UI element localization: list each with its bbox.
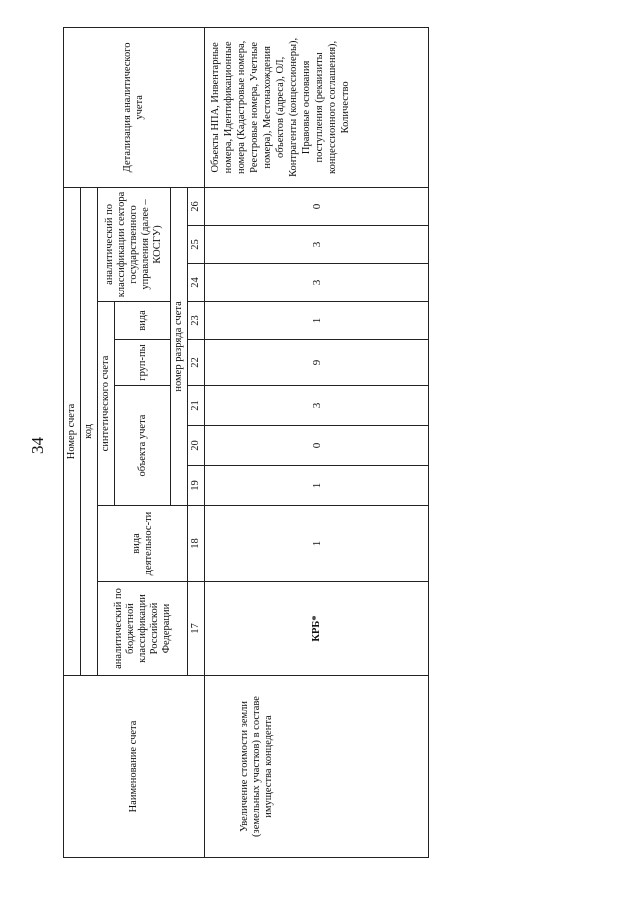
header-kind: вида [115, 302, 171, 340]
row-value: 1 [205, 506, 429, 582]
col-number: 21 [188, 386, 205, 426]
header-synthetic: синтетического счета [98, 302, 115, 506]
header-account-object: объекта учета [115, 386, 171, 506]
col-number: 18 [188, 506, 205, 582]
row-value: 1 [205, 466, 429, 506]
col-number: 17 [188, 582, 205, 676]
col-number: 19 [188, 466, 205, 506]
row-value: 9 [205, 340, 429, 386]
header-code: код [81, 187, 98, 675]
row-value: 3 [205, 386, 429, 426]
col-number: 25 [188, 226, 205, 264]
header-digit-number: номер разряда счета [171, 187, 188, 505]
header-account-name: Наименование счета [64, 676, 205, 858]
row-account-name: Увеличение стоимости земли (земельных участков) в составе имущества концедента [205, 676, 429, 858]
page-number: 34 [28, 437, 47, 454]
rotated-table-container [63, 28, 581, 858]
header-group: груп-пы [115, 340, 171, 386]
col-number: 26 [188, 187, 205, 225]
row-value: 0 [205, 187, 429, 225]
col-number: 20 [188, 426, 205, 466]
row-value: 1 [205, 302, 429, 340]
header-analytic-budget: аналитический по бюджетной классификации Российской Федерации [98, 582, 188, 676]
col-number: 22 [188, 340, 205, 386]
row-krb: КРБ* [205, 582, 429, 676]
row-value: 0 [205, 426, 429, 466]
col-number: 23 [188, 302, 205, 340]
accounts-table [63, 27, 429, 858]
row-value: 3 [205, 264, 429, 302]
col-number: 24 [188, 264, 205, 302]
table-row [205, 27, 429, 857]
row-value: 3 [205, 226, 429, 264]
header-analytic-kosgu: аналитический по классификации сектора государственного управления (далее – КОСГУ) [98, 187, 171, 301]
row-detail: Объекты НПА, Инвентарные номера, Идентификационные номера (Кадастровые номера, Реестровые номера, Учетные номера), Местонахождения объектов (адреса), ОЛ, Контрагенты (концессионеры), Правовые основания поступления (реквизиты концессионного соглашения), Количество [205, 27, 429, 187]
header-activity-type: вида деятельнос-ти [98, 506, 188, 582]
header-detail: Детализация аналитического учета [64, 27, 205, 187]
header-account-number: Номер счета [64, 187, 81, 675]
